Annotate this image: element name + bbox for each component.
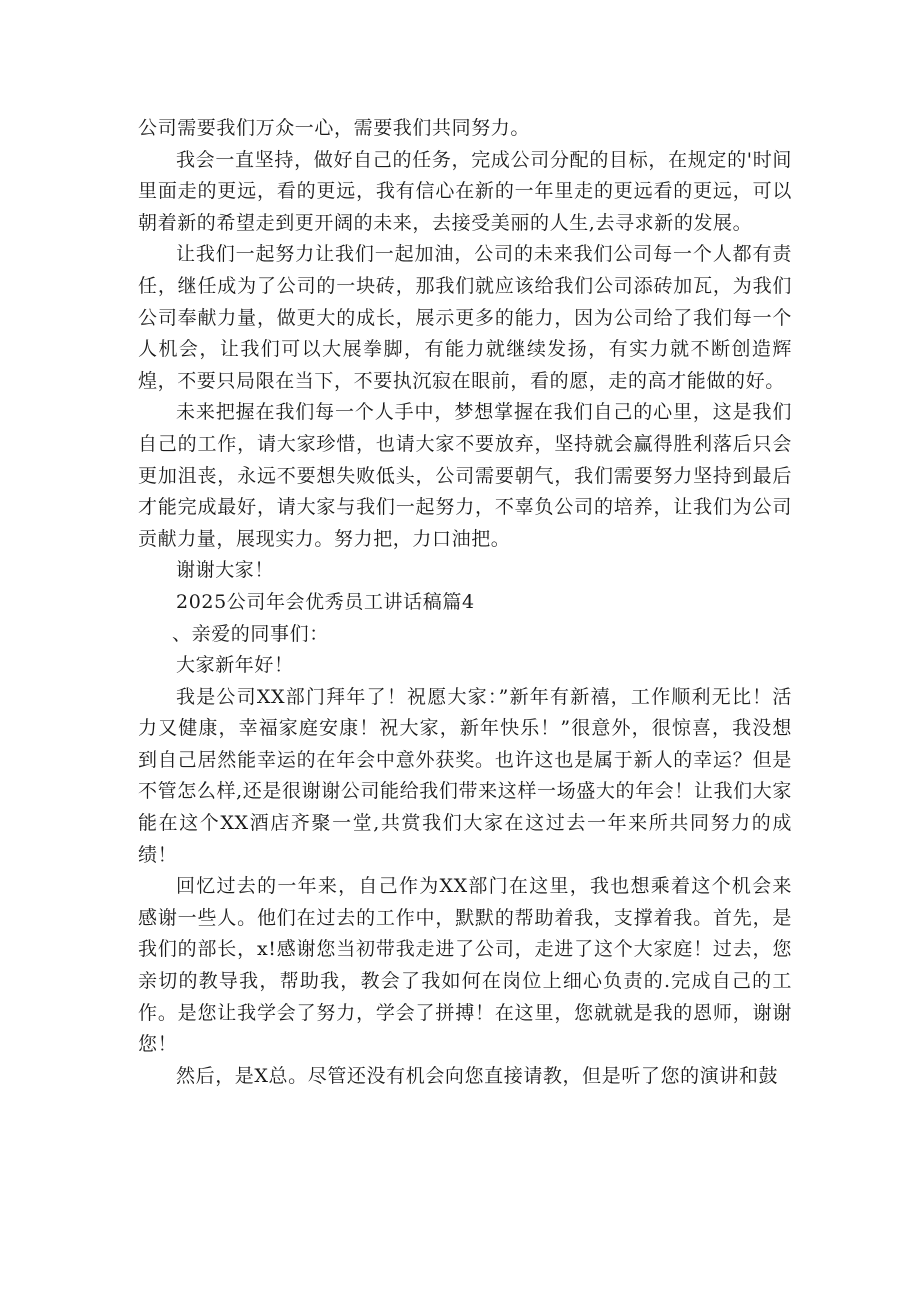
paragraph: 让我们一起努力让我们一起加油，公司的未来我们公司每一个人都有责任，继任成为了公司的一块砖，那我们就应该给我们公司添砖加瓦，为我们公司奉献力量，做更大的成长，展示更多的能力，因为公司给了我们每一个人机会，让我们可以大展拳脚，有能力就继续发扬，有实力就不断创造辉煌，不要只局限在当下，不要执沉寂在眼前，看的愿，走的高才能做的好。 [138, 243, 792, 392]
paragraph: 回忆过去的一年来，自己作为XX部门在这里，我也想乘着这个机会来感谢一些人。他们在过去的工作中，默默的帮助着我，支撑着我。首先，是我们的部长，x!感谢您当初带我走进了公司，走进了这个大家庭！过去，您亲切的教导我，帮助我，教会了我如何在岗位上细心负责的.完成自己的工作。是您让我学会了努力，学会了拼搏！在这里，您就就是我的恩师，谢谢您！ [138, 875, 792, 1056]
closing-thanks: 谢谢大家！ [176, 559, 275, 582]
document-body [138, 113, 792, 1092]
section-heading: 2025公司年会优秀员工讲话稿篇4 [176, 590, 475, 613]
paragraph: 我会一直坚持，做好自己的任务，完成公司分配的目标，在规定的'时间里面走的更远，看的更远，我有信心在新的一年里走的更远看的更远，可以朝着新的希望走到更开阔的未来，去接受美丽的人生,去寻求新的发展。 [138, 148, 792, 234]
greeting: 大家新年好！ [176, 654, 294, 677]
paragraph: 我是公司XX部门拜年了！祝愿大家：”新年有新禧，工作顺利无比！活力又健康，幸福家庭安康！祝大家，新年快乐！”很意外，很惊喜，我没想到自己居然能幸运的在年会中意外获奖。也许这也是属于新人的幸运？但是不管怎么样,还是很谢谢公司能给我们带来这样一场盛大的年会！让我们大家能在这个XX酒店齐聚一堂,共赏我们大家在这过去一年来所共同努力的成绩！ [138, 685, 792, 866]
paragraph: 未来把握在我们每一个人手中，梦想掌握在我们自己的心里，这是我们自己的工作，请大家珍惜，也请大家不要放弃，坚持就会赢得胜利落后只会更加沮丧，永远不要想失败低头，公司需要朝气，我们需要努力坚持到最后才能完成最好，请大家与我们一起努力，不辜负公司的培养，让我们为公司贡献力量，展现实力。努力把，力口油把。 [138, 401, 792, 550]
salutation: 、亲爱的同事们： [172, 622, 329, 645]
paragraph: 公司需要我们万众一心，需要我们共同努力。 [138, 117, 531, 139]
paragraph: 然后，是X总。尽管还没有机会向您直接请教，但是听了您的演讲和鼓 [176, 1064, 779, 1087]
